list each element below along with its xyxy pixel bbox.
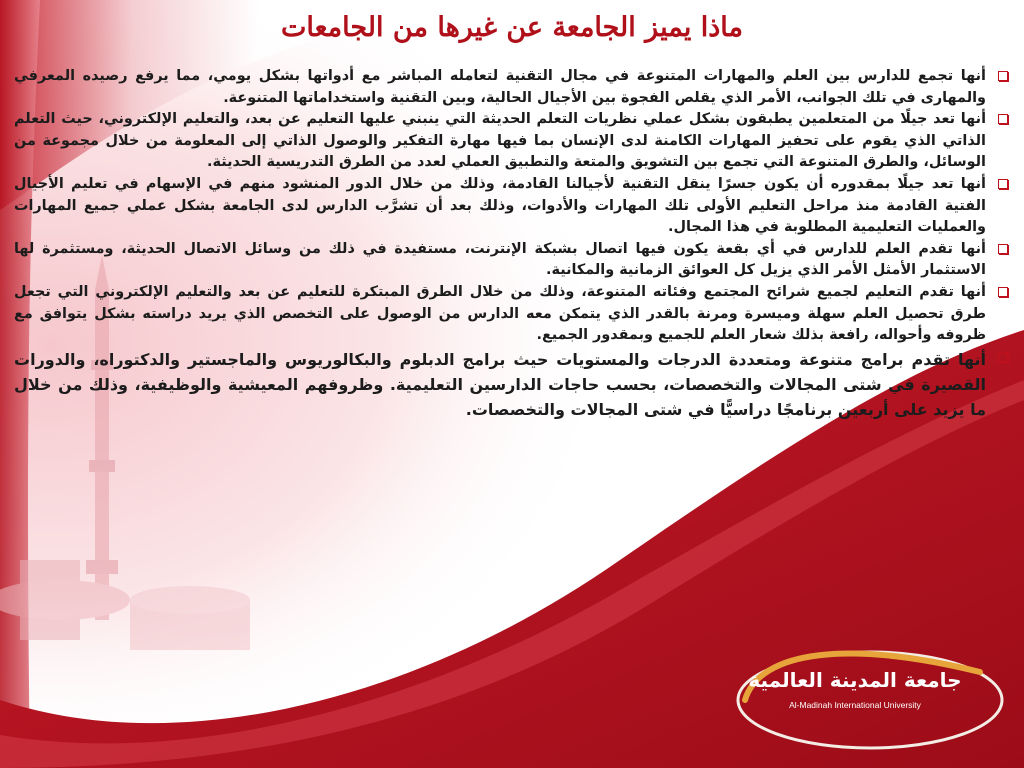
list-item <box>14 347 1010 422</box>
bullet-text: أنها تقدم برامج متنوعة ومتعددة الدرجات والمستويات حيث برامج الدبلوم والبكالوريوس والماجستير والدكتوراه، والدورات القصيرة في شتى المجالات والتخصصات، بحسب حاجات الدارسين التعليمية. وظروفهم المعيشية والوظيفية، وذلك من خلال ما يزيد على أربعين برنامجًا دراسيًّا في شتى المجالات والتخصصات. <box>14 349 986 419</box>
square-bullet-icon <box>998 287 1008 297</box>
bullet-text: أنها تجمع للدارس بين العلم والمهارات المتنوعة في مجال التقنية لتعامله المباشر مع أدواتها بشكل يومي، مما يرفع رصيده المعرفي والمهارى في تلك الجوانب، الأمر الذي يقلص الفجوة بين الأجيال الحالية، وبين التقنية واستخداماتها المتنوعة. <box>14 68 986 106</box>
bullet-text: أنها تقدم العلم للدارس في أي بقعة يكون فيها اتصال بشبكة الإنترنت، مستفيدة في ذلك من وسائل الاتصال الحديثة، ومستثمرة لها الاستثمار الأمثل الأمر الذي يزيل كل العوائق الزمانية والمكانية. <box>14 240 986 279</box>
square-bullet-icon <box>998 71 1008 81</box>
list-item <box>14 282 1010 347</box>
slide-title: ماذا يميز الجامعة عن غيرها من الجامعات <box>281 12 743 43</box>
list-item <box>14 66 1010 109</box>
bullet-text: أنها تقدم التعليم لجميع شرائح المجتمع وفئاته المتنوعة، وذلك من خلال الطرق المبتكرة للتعليم عن بعد والتعليم الإلكتروني التي تجعل طرق تحصيل العلم سهلة وميسرة ومرنة بالقدر الذي يتمكن معه الدارس من الوصول على التخصص الذي يريد دراسته بشكل يتوافق مع ظروفه وأحواله، رافعة بذلك شعار العلم للجميع وبمقدور الجميع. <box>14 283 986 344</box>
list-item <box>14 174 1010 239</box>
square-bullet-icon <box>998 179 1008 189</box>
bullet-text: أنها تعد جيلًا بمقدوره أن يكون جسرًا ينقل التقنية لأجيالنا القادمة، وذلك من خلال الدور المنشود منهم في الإسهام في تعليم الأجيال الفتية القادمة منذ مراحل التعليم الأولى تلك المهارات والأدوات، وذلك بعد أن تشرَّب الدارس لدى الجامعة بشكل عملي جميع المهارات والعمليات التعليمية المطلوبة في هذا المجال. <box>14 175 986 236</box>
list-item <box>14 239 1010 282</box>
bullet-list <box>14 66 1010 422</box>
square-bullet-icon <box>998 352 1008 362</box>
logo-arabic-name: جامعة المدينة العالمية <box>748 668 962 692</box>
logo-english-name: Al-Madinah International University <box>789 700 921 710</box>
university-logo <box>740 658 1000 740</box>
square-bullet-icon <box>998 244 1008 254</box>
bullet-text: أنها تعد جيلًا من المتعلمين يطبقون بشكل عملي نظريات التعلم الحديثة التي ينبني عليها التعليم عن بعد، والتعليم الإلكتروني، حيث التعلم الذاتي الذي يقوم على تحفيز المهارات الكامنة لدى الإنسان بما فيها مهارة التفكير والوصول الذاتي إلى المعلومة من خلال مجموعة من الوسائل، والطرق المتنوعة التي تجمع بين التشويق والمتعة والتطبيق العملي لعدد من الطرق التدريسية الحديثة. <box>14 111 986 171</box>
square-bullet-icon <box>998 114 1008 124</box>
list-item <box>14 109 1010 174</box>
